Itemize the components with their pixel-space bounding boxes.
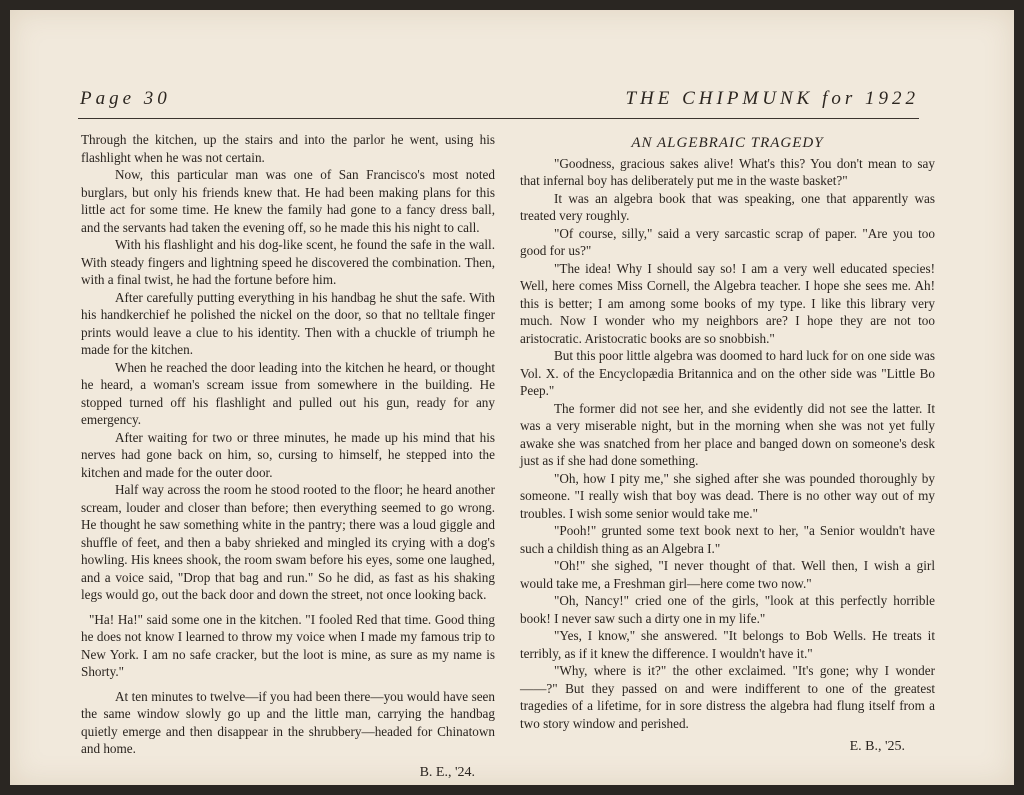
paragraph: Half way across the room he stood rooted to the floor; he heard another scream, louder and closer than before; then everything seemed to go wrong. He thought he saw something white in the pantry; there was a loud giggle and shuffle of feet, and then a baby shrieked and mingled its crying with a dog's howling. His knees shook, the room swam before his eyes, some one laughed, and a voice said, "Drop that bag and run." So he did, as fast as his shaking legs would go, out the back door and down the street, not once looking back. <box>81 482 495 602</box>
paragraph: The former did not see her, and she evidently did not see the latter. It was a very miserable night, but in the morning when she was not yet fully awake she was snatched from her place and banged down on someone's desk just as if she had done something. <box>520 400 935 468</box>
paragraph: "Goodness, gracious sakes alive! What's this? You don't mean to say that infernal boy has deliberately put me in the waste basket?" <box>520 155 935 188</box>
paragraph: After waiting for two or three minutes, he made up his mind that his nerves had gone back on him, so, cursing to himself, he stepped into the kitchen and made for the outer door. <box>81 429 495 480</box>
paragraph: "Oh, how I pity me," she sighed after she was pounded thoroughly by someone. "I really wish that boy was dead. There is no other way out of my troubles. I wish some senior would take me." <box>520 470 935 521</box>
paragraph: When he reached the door leading into the kitchen he heard, or thought he heard, a woman's scream issue from somewhere in the building. He stopped turned off his flashlight and pulled out his gun, ready for any emergency. <box>81 359 495 427</box>
page-number: Page 30 <box>80 88 171 109</box>
paragraph: But this poor little algebra was doomed to hard luck for on one side was Vol. X. of the Encyclopædia Britannica and on the other side was "Little Bo Peep." <box>520 348 935 398</box>
right-column <box>520 131 935 756</box>
paragraph: At ten minutes to twelve—if you had been there—you would have seen the same window slowly go up and the little man, carrying the handbag quietly emerge and then disappear in the shrubbery—headed for Chinatown and home. <box>81 688 495 756</box>
paragraph: "Pooh!" grunted some text book next to her, "a Senior wouldn't have such a childish thing as an Algebra I." <box>520 523 935 556</box>
paragraph: It was an algebra book that was speaking, one that apparently was treated very roughly. <box>520 190 935 223</box>
author-signature: E. B., '25. <box>849 739 905 754</box>
paragraph: "Yes, I know," she answered. "It belongs to Bob Wells. He treats it terribly, as if it knew the difference. I wouldn't have it." <box>520 628 935 661</box>
paragraph: "Of course, silly," said a very sarcastic scrap of paper. "Are you too good for us?" <box>520 225 935 258</box>
article-title: AN ALGEBRAIC TRAGEDY <box>631 135 824 151</box>
publication-title: THE CHIPMUNK for 1922 <box>625 88 919 109</box>
paragraph: "Oh, Nancy!" cried one of the girls, "look at this perfectly horrible book! I never saw such a dirty one in my life." <box>520 593 935 626</box>
paragraph: After carefully putting everything in his handbag he shut the safe. With his handkerchief he polished the nickel on the door, so that no telltale finger prints would leave a clue to his identity. Then with a chuckle of triumph he made for the kitchen. <box>81 289 495 357</box>
paragraph: "Why, where is it?" the other exclaimed. "It's gone; why I wonder——?" But they passed on and were indifferent to one of the greatest tragedies of a lifetime, for in sore distress the algebra had flung itself from a two story window and perished. <box>520 663 935 731</box>
author-signature: B. E., '24. <box>419 764 475 780</box>
paragraph: "The idea! Why I should say so! I am a very well educated species! Well, here comes Miss Cornell, the Algebra teacher. I hope she sees me. Ah! this is better; I am among some books of my type. I like this library very much. Now I wonder who my neighbors are? I hope they are not too aristocratic. Aristocratic books are so snobbish." <box>520 260 935 346</box>
left-column <box>81 131 495 781</box>
page-header <box>78 82 919 119</box>
paragraph: Through the kitchen, up the stairs and into the parlor he went, using his flashlight when he was not certain. <box>81 132 495 165</box>
paragraph: "Oh!" she sighed, "I never thought of that. Well then, I wish a girl would take me, a Freshman girl—here come two now." <box>520 558 935 591</box>
magazine-page <box>10 10 1014 785</box>
paragraph: Now, this particular man was one of San Francisco's most noted burglars, but only his friends knew that. He had been making plans for this little act for some time. He knew the family had gone to a fancy dress ball, and the servants had taken the evening off, so he made this his night to call. <box>81 167 495 235</box>
paragraph: With his flashlight and his dog-like scent, he found the safe in the wall. With steady fingers and lightning speed he discovered the combination. Then, with a final twist, he had the fortune before him. <box>81 237 495 287</box>
paragraph: "Ha! Ha!" said some one in the kitchen. "I fooled Red that time. Good thing he does not know I learned to throw my voice when I made my famous trip to New York. I am no safe cracker, but the loot is mine, as sure as my name is Shorty." <box>81 611 495 679</box>
